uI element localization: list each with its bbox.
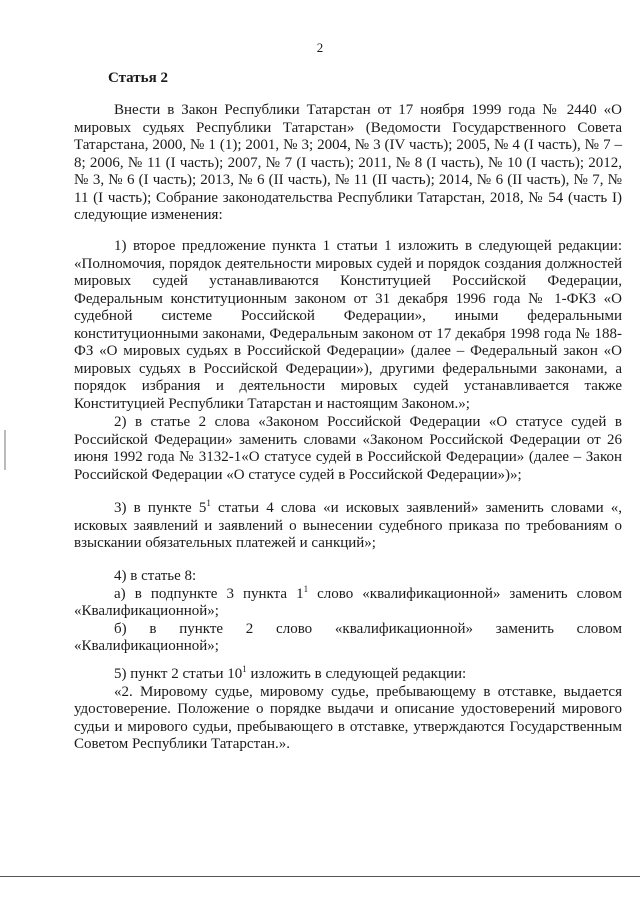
item-1-paragraph bbox=[74, 238, 622, 413]
scan-bottom-line bbox=[0, 876, 640, 877]
intro-paragraph bbox=[74, 102, 622, 225]
item-2-paragraph bbox=[74, 414, 622, 484]
intro-text: Внести в Закон Республики Татарстан от 17 ноября 1999 года № 2440 «О мировых судьях Республики Татарстан» (Ведомости Государственного Совета Татарстана, 2000, № 1 (1); 2001, № 3; 2004, № 3 (IV часть); 2005, № 4 (I часть), № 7 – 8; 2006, № 11 (I часть); 2007, № 7 (I часть); 2011, № 8 (I часть), № 10 (I часть); 2012, № 3, № 6 (I часть); 2013, № 6 (II часть), № 11 (II часть); 2014, № 6 (II часть), № 7, № 11 (I часть); Собрание законодательства Республики Татарстан, 2018, № 54 (часть I) следующие изменения: bbox=[74, 102, 622, 223]
item-5-paragraph bbox=[74, 666, 622, 754]
item-3-text bbox=[74, 500, 622, 553]
item-4-title: 4) в статье 8: bbox=[114, 568, 197, 584]
item-3-sup: 1 bbox=[206, 498, 211, 508]
scan-edge-mark bbox=[4, 430, 6, 470]
page-number: 2 bbox=[316, 40, 324, 55]
item-5-pre: 5) пункт 2 статьи 10 bbox=[114, 666, 243, 682]
item-5-post: изложить в следующей редакции: bbox=[246, 666, 467, 682]
item-4-a bbox=[74, 583, 622, 621]
item-1-text: 1) второе предложение пункта 1 статьи 1 изложить в следующей редакции: «Полномочия, порядок деятельности мировых судей и порядок создания должностей мировых судей устанавливаются Конституцией Российской Федерации, Федеральным конституционным законом от 31 декабря 1996 года № 1-ФКЗ «О судебной системе Российской Федерации», иными федеральными конституционными законами, Федеральным законом от 17 декабря 1998 года № 188-ФЗ «О мировых судьях в Российской Федерации» (далее – Федеральный закон «О мировых судьях в Российской Федерации»), другими федеральными законами, а порядок избрания и деятельности мировых судей устанавливается также Конституцией Республики Татарстан и настоящим Законом.»; bbox=[74, 238, 622, 412]
item-4-a-pre: а) в подпункте 3 пункта 1 bbox=[114, 585, 304, 602]
item-4-a-sup: 1 bbox=[303, 583, 309, 594]
item-4-a-post: слово «квалификационной» заменить словом «Квалификационной»; bbox=[74, 585, 622, 619]
item-2-text: 2) в статье 2 слова «Законом Российской Федерации «О статусе судей в Российской Федерации» заменить словами «Законом Российской Федерации от 26 июня 1992 года № 3132-1«О статусе судей в Российской Федерации» (далее – Закон Российской Федерации «О статусе судей в Российской Федерации»)»; bbox=[74, 414, 622, 483]
item-3-pre: 3) в пункте 5 bbox=[114, 500, 207, 516]
item-4-b: б) в пункте 2 слово «квалификационной» заменить словом «Квалификационной»; bbox=[74, 620, 622, 654]
article-heading: Статья 2 bbox=[108, 70, 168, 86]
item-5-title bbox=[74, 666, 622, 684]
item-3-paragraph bbox=[74, 500, 622, 553]
item-5-sup: 1 bbox=[242, 664, 247, 674]
item-4-paragraph bbox=[74, 568, 622, 656]
item-5-quote: «2. Мировому судье, мировому судье, пребывающему в отставке, выдается удостоверение. Положение о порядке выдачи и описание удостоверений мирового судьи и мирового судьи, пребывающего в отставке, утверждаются Государственным Советом Республики Татарстан.». bbox=[74, 683, 622, 752]
item-3-post: статьи 4 слова «и исковых заявлений» заменить словами «, исковых заявлений и заявлений о вынесении судебного приказа по требованиям о взыскании обязательных платежей и санкций»; bbox=[74, 500, 623, 551]
